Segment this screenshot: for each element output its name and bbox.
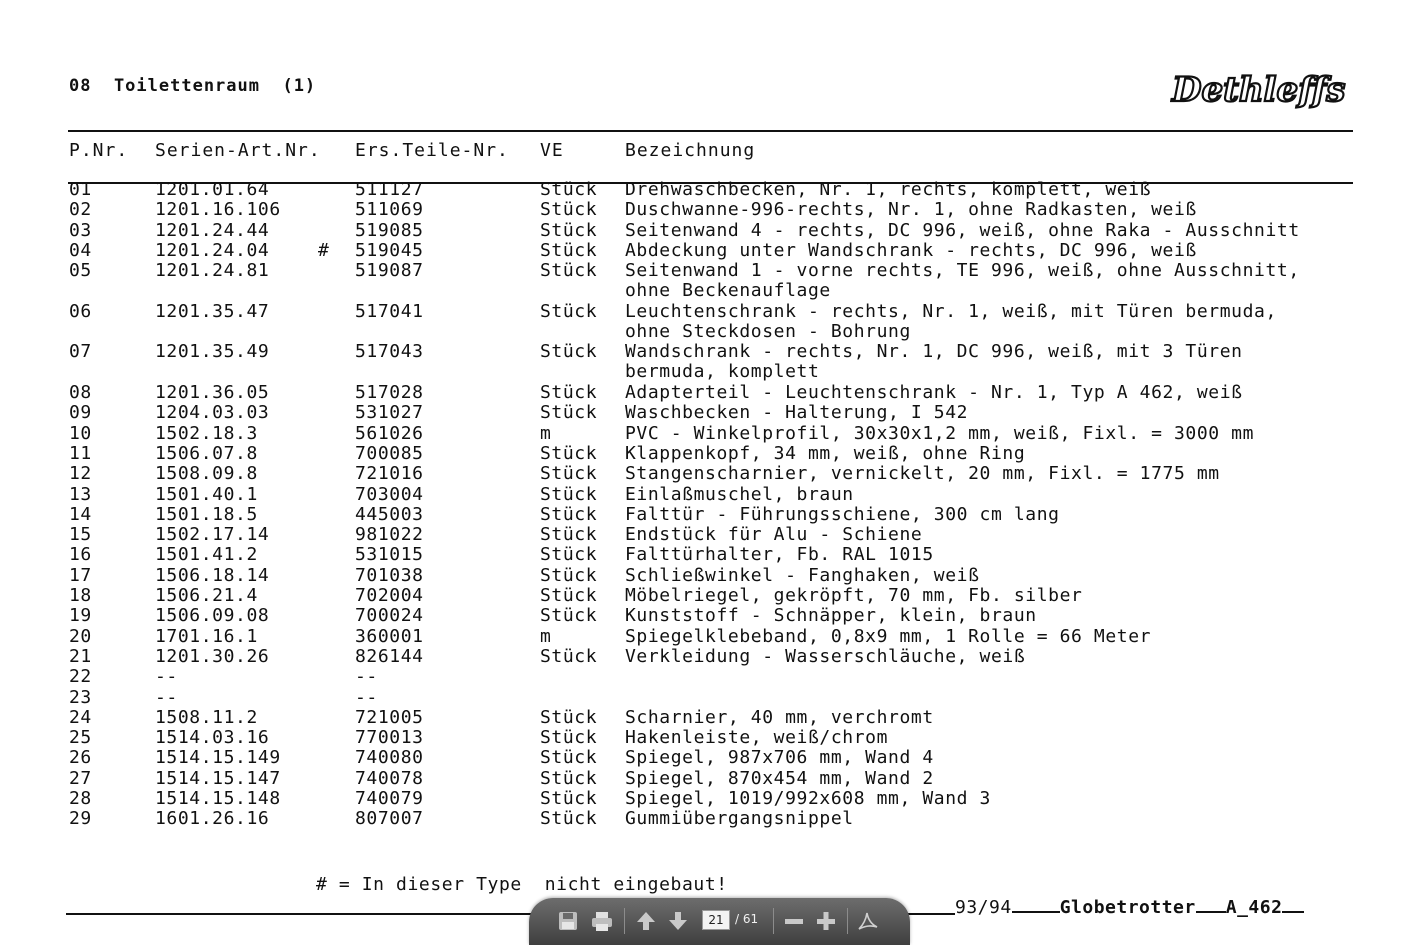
- row-ers-nr: 511069: [355, 199, 424, 220]
- pdf-viewer-toolbar: [529, 898, 910, 945]
- row-ers-nr: 531027: [355, 402, 424, 423]
- row-art-nr: 1502.17.14: [155, 524, 270, 545]
- row-art-nr: 1506.21.4: [155, 585, 258, 606]
- row-description-cont: ohne Steckdosen - Bohrung: [625, 321, 911, 343]
- row-pnr: 17: [69, 565, 92, 586]
- row-pnr: 13: [69, 484, 92, 505]
- row-ve: Stück: [540, 443, 598, 464]
- row-pnr: 09: [69, 402, 92, 423]
- row-ve: Stück: [540, 524, 598, 545]
- row-pnr: 02: [69, 199, 92, 220]
- row-description: Gummiübergangsnippel: [625, 808, 854, 829]
- row-art-nr: 1201.35.47: [155, 301, 270, 322]
- row-ve: Stück: [540, 747, 598, 768]
- row-ers-nr: 701038: [355, 565, 424, 586]
- row-ve: Stück: [540, 382, 598, 403]
- row-pnr: 06: [69, 301, 92, 322]
- row-description: Adapterteil - Leuchtenschrank - Nr. 1, Typ A 462, weiß: [625, 382, 1243, 403]
- row-description: Falttür - Führungsschiene, 300 cm lang: [625, 504, 1060, 525]
- row-ve: Stück: [540, 646, 598, 667]
- col-header-art: Serien-Art.Nr.: [155, 140, 321, 161]
- row-ers-nr: 740078: [355, 768, 424, 789]
- row-ve: m: [540, 423, 552, 444]
- row-pnr: 15: [69, 524, 92, 545]
- row-pnr: 12: [69, 463, 92, 484]
- row-pnr: 10: [69, 423, 92, 444]
- row-pnr: 29: [69, 808, 92, 829]
- row-art-nr: 1201.01.64: [155, 179, 270, 200]
- row-ve: Stück: [540, 199, 598, 220]
- row-pnr: 08: [69, 382, 92, 403]
- row-pnr: 04: [69, 240, 92, 261]
- row-ers-nr: 740080: [355, 747, 424, 768]
- row-art-nr: 1204.03.03: [155, 402, 270, 423]
- row-ers-nr: 360001: [355, 626, 424, 647]
- row-ers-nr: 561026: [355, 423, 424, 444]
- row-ers-nr: 721005: [355, 707, 424, 728]
- row-description: Scharnier, 40 mm, verchromt: [625, 707, 934, 728]
- row-pnr: 14: [69, 504, 92, 525]
- row-description: Seitenwand 4 - rechts, DC 996, weiß, ohne Raka - Ausschnitt: [625, 220, 1300, 241]
- row-description: Drehwaschbecken, Nr. 1, rechts, komplett, weiß: [625, 179, 1152, 200]
- row-ve: Stück: [540, 707, 598, 728]
- row-description: PVC - Winkelprofil, 30x30x1,2 mm, weiß, Fixl. = 3000 mm: [625, 423, 1255, 444]
- row-ers-nr: 517043: [355, 341, 424, 362]
- zoom-out-icon[interactable]: [781, 908, 807, 934]
- row-art-nr: 1506.07.8: [155, 443, 258, 464]
- row-pnr: 24: [69, 707, 92, 728]
- row-art-nr: 1514.03.16: [155, 727, 270, 748]
- row-ers-nr: 702004: [355, 585, 424, 606]
- row-ers-nr: 517028: [355, 382, 424, 403]
- row-ve: m: [540, 626, 552, 647]
- row-ers-nr: 700024: [355, 605, 424, 626]
- row-art-nr: 1514.15.147: [155, 768, 281, 789]
- row-description: Wandschrank - rechts, Nr. 1, DC 996, weiß, mit 3 Türen: [625, 341, 1243, 362]
- row-ve: Stück: [540, 808, 598, 829]
- row-description: Spiegel, 987x706 mm, Wand 4: [625, 747, 934, 768]
- row-pnr: 22: [69, 666, 92, 687]
- row-pnr: 18: [69, 585, 92, 606]
- row-ve: Stück: [540, 240, 598, 261]
- row-ve: Stück: [540, 463, 598, 484]
- row-description: Spiegel, 870x454 mm, Wand 2: [625, 768, 934, 789]
- row-description: Endstück für Alu - Schiene: [625, 524, 923, 545]
- row-description: Duschwanne-996-rechts, Nr. 1, ohne Radkasten, weiß: [625, 199, 1197, 220]
- footnote: # = In dieser Type nicht eingebaut!: [316, 874, 728, 895]
- acrobat-icon[interactable]: [855, 908, 881, 934]
- footer-model: Globetrotter: [1059, 897, 1196, 918]
- zoom-in-icon[interactable]: [813, 908, 839, 934]
- col-header-ers: Ers.Teile-Nr.: [355, 140, 509, 161]
- row-art-nr: 1201.24.04: [155, 240, 270, 261]
- row-art-nr: 1506.18.14: [155, 565, 270, 586]
- col-header-pnr: P.Nr.: [69, 140, 129, 161]
- brand-logo-text: Dethleffs: [1172, 70, 1346, 110]
- row-art-nr: 1201.16.106: [155, 199, 281, 220]
- row-description: Verkleidung - Wasserschläuche, weiß: [625, 646, 1026, 667]
- row-art-nr: 1508.11.2: [155, 707, 258, 728]
- row-ers-nr: 531015: [355, 544, 424, 565]
- row-ve: Stück: [540, 220, 598, 241]
- row-pnr: 21: [69, 646, 92, 667]
- row-ve: Stück: [540, 585, 598, 606]
- row-pnr: 03: [69, 220, 92, 241]
- page-total: / 61: [735, 912, 759, 926]
- page-number-input[interactable]: [702, 910, 730, 930]
- footer-rule: [66, 913, 536, 915]
- row-pnr: 16: [69, 544, 92, 565]
- row-ve: Stück: [540, 727, 598, 748]
- row-ers-nr: 770013: [355, 727, 424, 748]
- row-description: Hakenleiste, weiß/chrom: [625, 727, 889, 748]
- row-ers-nr: 519087: [355, 260, 424, 281]
- col-header-bez: Bezeichnung: [625, 140, 756, 161]
- footer-type: A_462: [1225, 897, 1283, 918]
- row-ers-nr: 511127: [355, 179, 424, 200]
- row-art-nr: 1201.24.44: [155, 220, 270, 241]
- row-art-nr: 1201.30.26: [155, 646, 270, 667]
- row-art-nr: 1514.15.148: [155, 788, 281, 809]
- row-ers-nr: --: [355, 666, 378, 687]
- previous-page-icon[interactable]: [633, 908, 659, 934]
- row-description-cont: bermuda, komplett: [625, 361, 820, 383]
- top-rule: [68, 130, 1353, 132]
- brand-logo: [1170, 68, 1355, 110]
- section-title: 08 Toilettenraum (1): [69, 76, 317, 96]
- row-art-nr: 1201.35.49: [155, 341, 270, 362]
- row-ers-nr: 700085: [355, 443, 424, 464]
- row-ers-nr: 740079: [355, 788, 424, 809]
- row-description: Spiegelklebeband, 0,8x9 mm, 1 Rolle = 66 Meter: [625, 626, 1152, 647]
- row-ers-nr: 519045: [355, 240, 424, 261]
- footer-info: [955, 897, 1304, 918]
- row-art-nr: 1701.16.1: [155, 626, 258, 647]
- row-art-nr: 1514.15.149: [155, 747, 281, 768]
- row-ers-nr: 703004: [355, 484, 424, 505]
- row-art-nr: 1506.09.08: [155, 605, 270, 626]
- row-description: Leuchtenschrank - rechts, Nr. 1, weiß, mit Türen bermuda,: [625, 301, 1277, 322]
- row-ve: Stück: [540, 788, 598, 809]
- row-pnr: 27: [69, 768, 92, 789]
- row-ve: Stück: [540, 179, 598, 200]
- row-marker: #: [318, 240, 330, 261]
- row-ve: Stück: [540, 402, 598, 423]
- row-pnr: 25: [69, 727, 92, 748]
- row-ve: Stück: [540, 260, 598, 281]
- row-art-nr: 1201.36.05: [155, 382, 270, 403]
- row-description: Waschbecken - Halterung, I 542: [625, 402, 969, 423]
- row-ers-nr: 519085: [355, 220, 424, 241]
- row-ers-nr: 517041: [355, 301, 424, 322]
- row-art-nr: 1201.24.81: [155, 260, 270, 281]
- row-ve: Stück: [540, 605, 598, 626]
- row-description: Kunststoff - Schnäpper, klein, braun: [625, 605, 1037, 626]
- row-pnr: 05: [69, 260, 92, 281]
- row-art-nr: 1501.18.5: [155, 504, 258, 525]
- row-ers-nr: 807007: [355, 808, 424, 829]
- row-description: Klappenkopf, 34 mm, weiß, ohne Ring: [625, 443, 1026, 464]
- row-description: Spiegel, 1019/992x608 mm, Wand 3: [625, 788, 991, 809]
- row-ve: Stück: [540, 341, 598, 362]
- footer-page-code: 93/94: [955, 897, 1012, 918]
- row-description: Abdeckung unter Wandschrank - rechts, DC 996, weiß: [625, 240, 1197, 261]
- row-pnr: 28: [69, 788, 92, 809]
- row-ve: Stück: [540, 504, 598, 525]
- next-page-icon[interactable]: [665, 908, 691, 934]
- row-ers-nr: 826144: [355, 646, 424, 667]
- row-pnr: 23: [69, 687, 92, 708]
- row-ers-nr: 981022: [355, 524, 424, 545]
- row-description: Seitenwand 1 - vorne rechts, TE 996, weiß, ohne Ausschnitt,: [625, 260, 1300, 281]
- row-pnr: 20: [69, 626, 92, 647]
- row-ve: Stück: [540, 544, 598, 565]
- row-ers-nr: --: [355, 687, 378, 708]
- row-pnr: 07: [69, 341, 92, 362]
- row-art-nr: 1501.40.1: [155, 484, 258, 505]
- row-ve: Stück: [540, 484, 598, 505]
- row-pnr: 19: [69, 605, 92, 626]
- row-description: Möbelriegel, gekröpft, 70 mm, Fb. silber: [625, 585, 1083, 606]
- save-icon[interactable]: [555, 908, 581, 934]
- row-art-nr: 1508.09.8: [155, 463, 258, 484]
- print-icon[interactable]: [589, 908, 615, 934]
- row-ers-nr: 445003: [355, 504, 424, 525]
- row-art-nr: 1601.26.16: [155, 808, 270, 829]
- row-pnr: 01: [69, 179, 92, 200]
- row-description: Stangenscharnier, vernickelt, 20 mm, Fixl. = 1775 mm: [625, 463, 1220, 484]
- row-description-cont: ohne Beckenauflage: [625, 280, 831, 302]
- row-ve: Stück: [540, 565, 598, 586]
- row-ve: Stück: [540, 301, 598, 322]
- row-description: Falttürhalter, Fb. RAL 1015: [625, 544, 934, 565]
- row-description: Schließwinkel - Fanghaken, weiß: [625, 565, 980, 586]
- row-art-nr: 1502.18.3: [155, 423, 258, 444]
- row-pnr: 11: [69, 443, 92, 464]
- row-ve: Stück: [540, 768, 598, 789]
- row-art-nr: 1501.41.2: [155, 544, 258, 565]
- row-art-nr: --: [155, 687, 178, 708]
- row-ers-nr: 721016: [355, 463, 424, 484]
- row-description: Einlaßmuschel, braun: [625, 484, 854, 505]
- row-art-nr: --: [155, 666, 178, 687]
- col-header-ve: VE: [540, 140, 564, 161]
- row-pnr: 26: [69, 747, 92, 768]
- footer-rule-right: [905, 913, 955, 915]
